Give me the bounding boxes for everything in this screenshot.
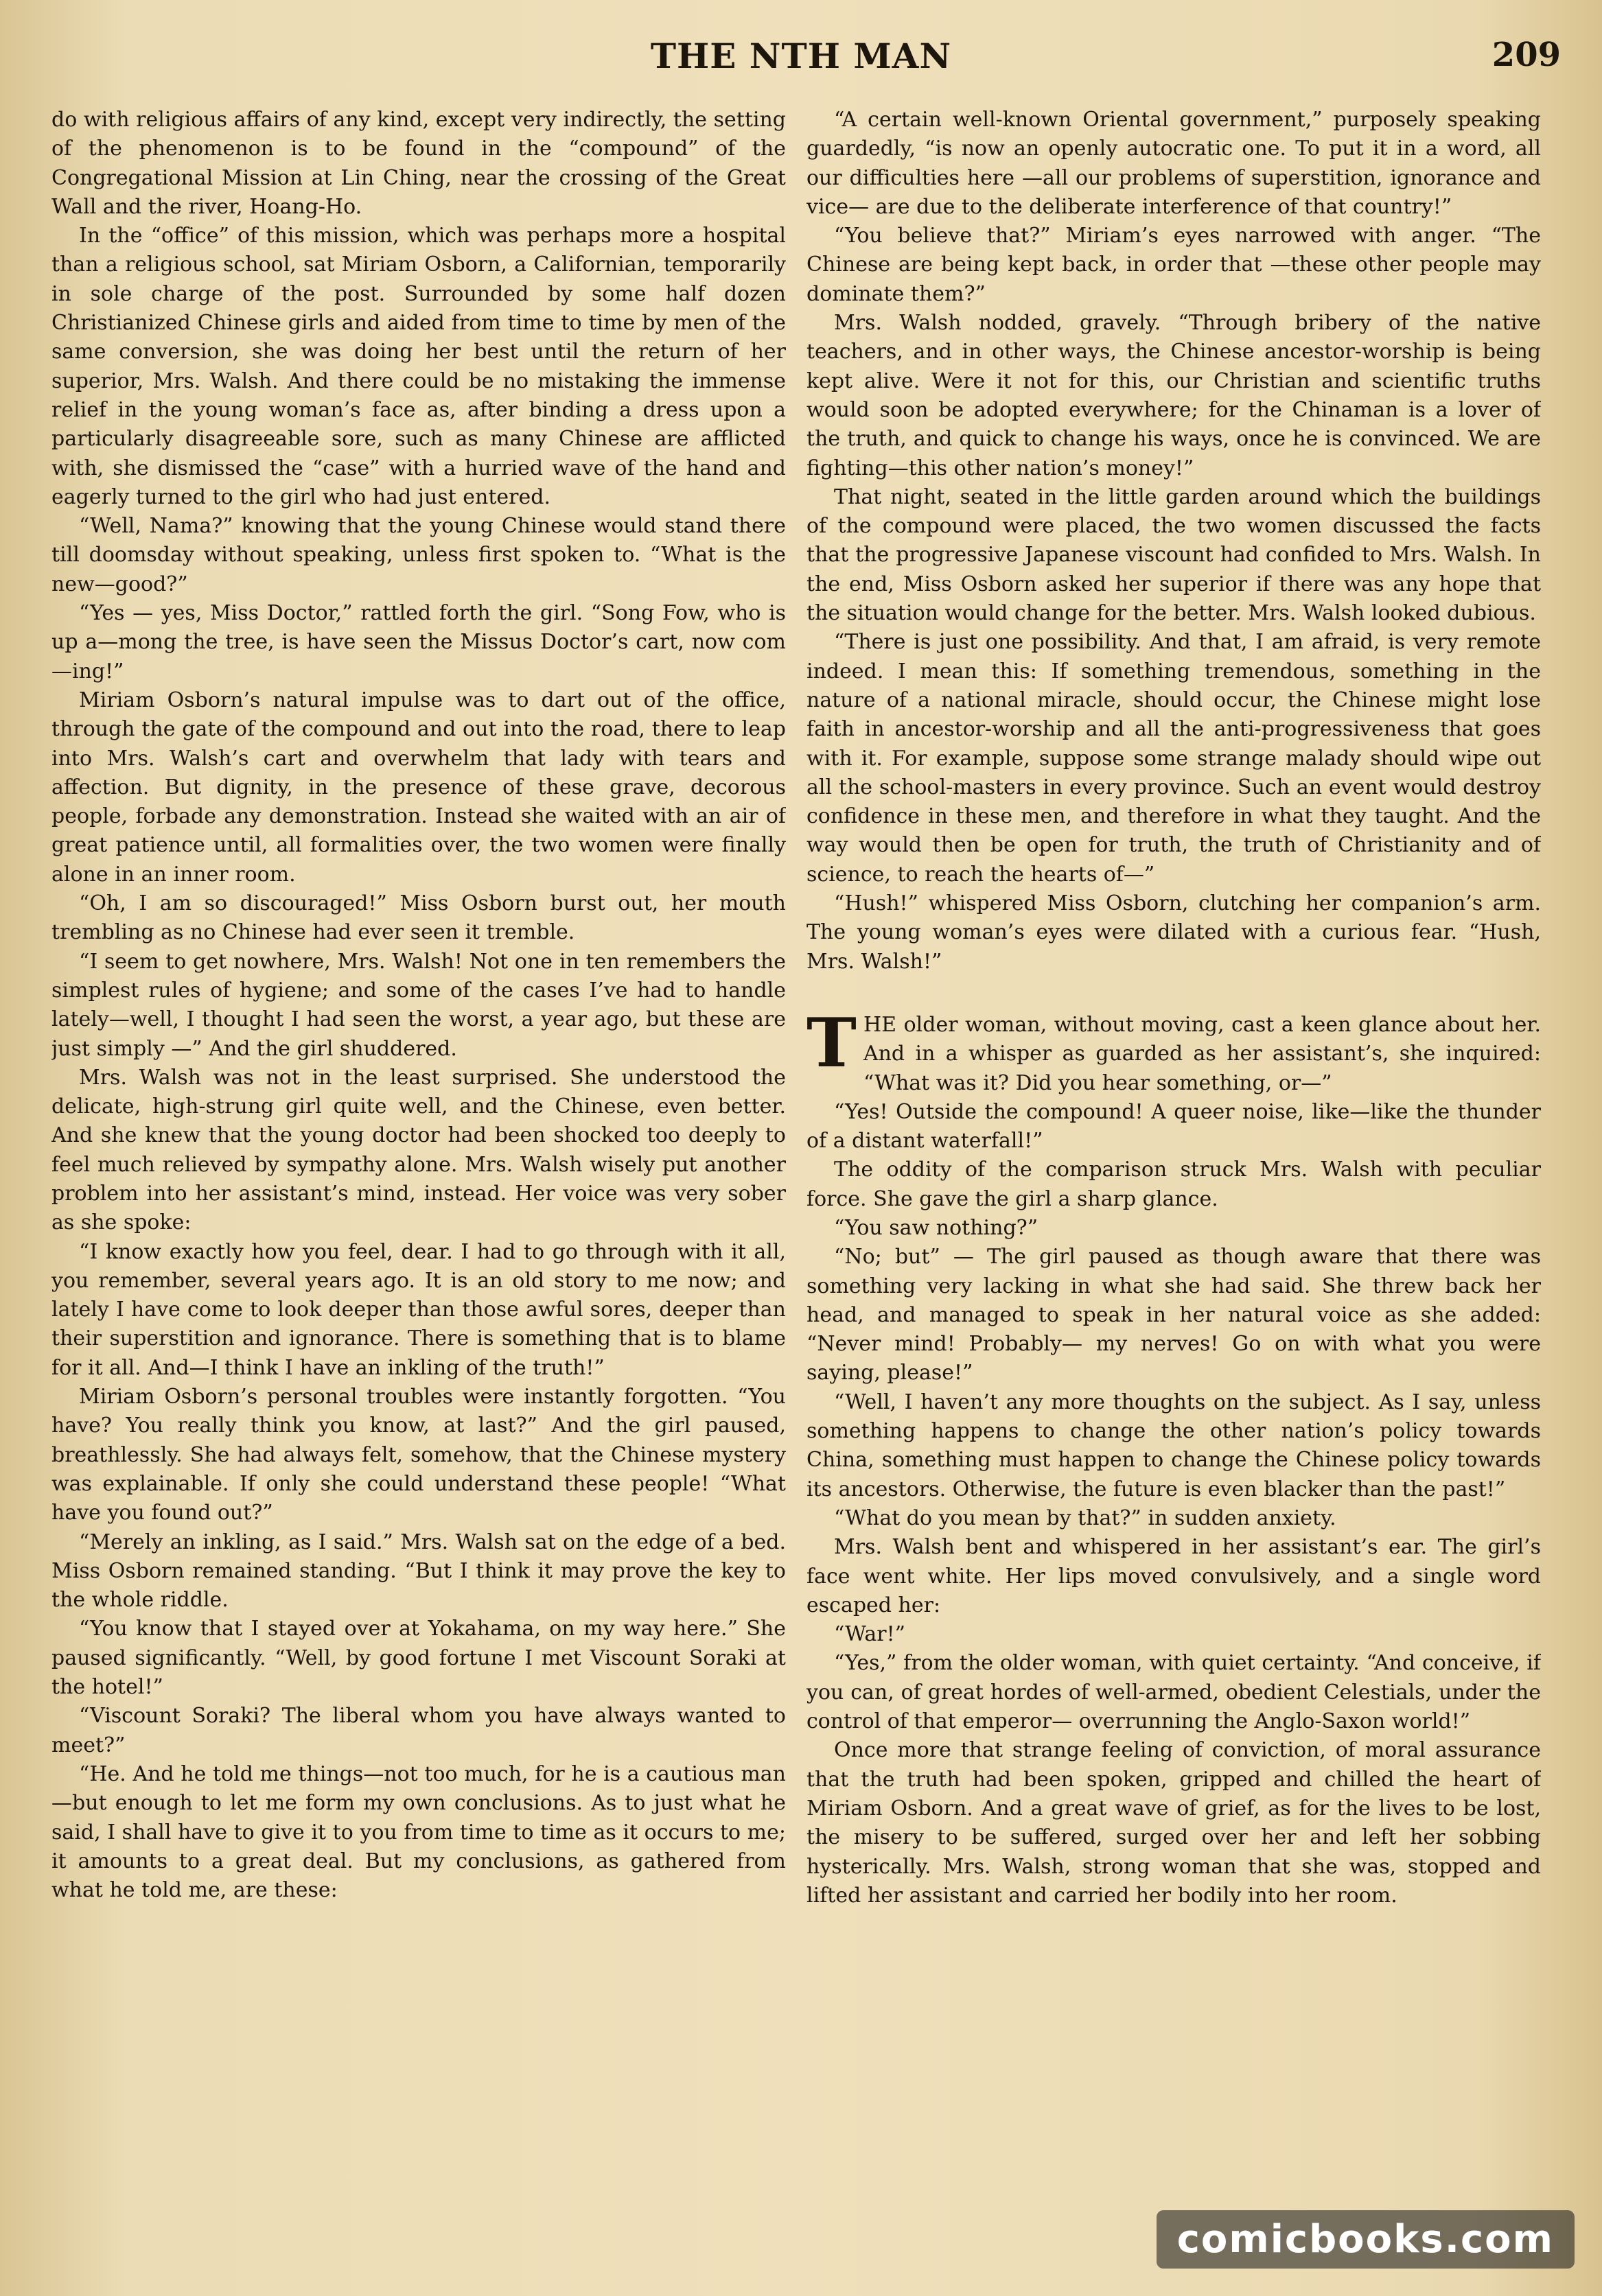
drop-cap: T (806, 1003, 857, 1083)
paragraph: “You saw nothing?” (834, 1215, 1038, 1240)
paragraph: “There is just one possibility. And that, I am afraid, is very remote indeed. I mean this: If something tremendous, something in the nature of a national miracle, should occur, the Chinese might lose faith in ancestor-worship and all the anti-progressiveness that goes with it. For example, suppose some strange malady should wipe out all the school-masters in every province. Such an event would destroy confidence in these men, and therefore in what they taught. And the way would then be open for truth, the truth of Christianity and of science, to reach the hearts of—” (806, 630, 1541, 887)
paragraph: “Yes — yes, Miss Doctor,” rattled forth the girl. “Song Fow, who is up a—mong the tree, is have seen the Missus Doctor’s cart, now com—ing!” (51, 601, 786, 683)
paragraph: “Well, I haven’t any more thoughts on the subject. As I say, unless something happens to change the other nation’s policy towards China, something must happen to change the Chinese policy towards its ancestors. Otherwise, the future is even blacker than the past!” (806, 1390, 1541, 1501)
page-number: 209 (1491, 36, 1561, 74)
paragraph: That night, seated in the little garden around which the buildings of the compound were placed, the two women discussed the facts that the progressive Japanese viscount had confided to Mrs. Walsh. In the end, Miss Osborn asked her superior if there was any hope that the situation would change for the better. Mrs. Walsh looked dubious. (806, 484, 1541, 626)
paragraph: Mrs. Walsh bent and whispered in her assistant’s ear. The girl’s face went white. Her lips moved convulsively, and a single word escaped her: (806, 1535, 1541, 1617)
dropcap-paragraph (806, 1003, 1541, 1098)
paragraph: “Viscount Soraki? The liberal whom you have always wanted to meet?” (51, 1704, 786, 1757)
paragraph: “Well, Nama?” knowing that the young Chinese would stand there till doomsday without speaking, unless first spoken to. “What is the new—good?” (51, 514, 786, 596)
paragraph: Once more that strange feeling of conviction, of moral assurance that the truth had been spoken, gripped and chilled the heart of Miriam Osborn. And a great wave of grief, as for the lives to be lost, the misery to be suffered, surged over her and left her sobbing hysterically. Mrs. Walsh, strong woman that she was, stopped and lifted her assistant and carried her bodily into her room. (806, 1738, 1541, 1908)
page-header (41, 36, 1561, 91)
paragraph: “War!” (834, 1622, 906, 1647)
running-title: THE NTH MAN (650, 36, 952, 76)
right-column (806, 106, 1541, 2219)
paragraph: “I seem to get nowhere, Mrs. Walsh! Not one in ten remembers the simplest rules of hygiene; and some of the cases I’ve had to handle lately—well, I thought I had seen the worst, a year ago, but these are just simply —” And the girl shuddered. (51, 949, 786, 1061)
section-break (806, 976, 1541, 1011)
paragraph: “A certain well-known Oriental government,” purposely speaking guardedly, “is now an openly autocratic one. To put it in a word, all our difficulties here —all our problems of superstition, ignorance and vice— are due to the deliberate interference of that country!” (806, 108, 1541, 219)
paragraph: “What do you mean by that?” in sudden anxiety. (834, 1506, 1336, 1530)
left-column (51, 106, 786, 2219)
paragraph: “Merely an inkling, as I said.” Mrs. Walsh sat on the edge of a bed. Miss Osborn remained standing. “But I think it may prove the key to the whole riddle. (51, 1530, 786, 1613)
paragraph: Miriam Osborn’s personal troubles were instantly forgotten. “You have? You really think you know, at last?” And the girl paused, breathlessly. She had always felt, somehow, that the Chinese mystery was explainable. If only she could understand these people! “What have you found out?” (51, 1385, 786, 1525)
paragraph: “Yes! Outside the compound! A queer noise, like—like the thunder of a distant waterfall!” (806, 1099, 1541, 1153)
paragraph: “He. And he told me things—not too much, for he is a cautious man—but enough to let me form my own conclusions. As to just what he said, I shall have to give it to you from time to time as it occurs to me; it amounts to a great deal. But my conclusions, as gathered from what he told me, are these: (51, 1761, 786, 1903)
paragraph: Mrs. Walsh was not in the least surprised. She understood the delicate, high-strung girl quite well, and the Chinese, even better. And she knew that the young doctor had been shocked too deeply to feel much relieved by sympathy alone. Mrs. Walsh wisely put another problem into her assistant’s mind, instead. Her voice was very sober as she spoke: (51, 1065, 786, 1235)
paragraph: Miriam Osborn’s natural impulse was to dart out of the office, through the gate of the compound and out into the road, there to leap into Mrs. Walsh’s cart and overwhelm that lady with tears and affection. But dignity, in the presence of these grave, decorous people, forbade any demonstration. Instead she waited with an air of great patience until, all formalities over, the two women were finally alone in an inner room. (51, 688, 786, 887)
paragraph: The oddity of the comparison struck Mrs. Walsh with peculiar force. She gave the girl a sharp glance. (806, 1158, 1541, 1211)
paragraph: “No; but” — The girl paused as though aware that there was something very lacking in what she had said. She threw back her head, and managed to speak in her natural voice as she added: “Never mind! Probably— my nerves! Go on with what you were saying, please!” (806, 1245, 1541, 1385)
dropcap-paragraph-text: HE older woman, without moving, cast a keen glance about her. And in a whisper as guarded as her assistant’s, she inquired: “What was it? Did you hear something, or—” (863, 1012, 1541, 1095)
paragraph: “Oh, I am so discouraged!” Miss Osborn burst out, her mouth trembling as no Chinese had ever seen it tremble. (51, 891, 786, 945)
paragraph: In the “office” of this mission, which was perhaps more a hospital than a religious school, sat Miriam Osborn, a Californian, temporarily in sole charge of the post. Surrounded by some half dozen Christianized Chinese girls and aided from time to time by men of the same conversion, she was doing her best until the return of her superior, Mrs. Walsh. And there could be no mistaking the immense relief in the young woman’s face as, after binding a dress upon a particularly disagreeable sore, such as many Chinese are afflicted with, she dismissed the “case” with a hurried wave of the hand and eagerly turned to the girl who had just entered. (51, 224, 786, 509)
paragraph: Mrs. Walsh nodded, gravely. “Through bribery of the native teachers, and in other ways, the Chinese ancestor-worship is being kept alive. Were it not for this, our Christian and scientific truths would soon be adopted everywhere; for the Chinaman is a lover of the truth, and quick to change his ways, once he is convinced. We are fighting—this other nation’s money!” (806, 311, 1541, 480)
paragraph: “Yes,” from the older woman, with quiet certainty. “And conceive, if you can, of great hordes of well-armed, obedient Celestials, under the control of that emperor— overrunning the Anglo-Saxon world!” (806, 1651, 1541, 1734)
paragraph: “I know exactly how you feel, dear. I had to go through with it all, you remember, several years ago. It is an old story to me now; and lately I have come to look deeper than those awful sores, deeper than their superstition and ignorance. There is something that is to blame for it all. And—I think I have an inkling of the truth!” (51, 1239, 786, 1380)
paragraph: “Hush!” whispered Miss Osborn, clutching her companion’s arm. The young woman’s eyes were dilated with a curious fear. “Hush, Mrs. Walsh!” (806, 891, 1541, 974)
paragraph: “You believe that?” Miriam’s eyes narrowed with anger. “The Chinese are being kept back, in order that —these other people may dominate them?” (806, 224, 1541, 306)
text-columns (51, 106, 1541, 2219)
site-watermark: comicbooks.com (1157, 2210, 1575, 2269)
paragraph: “You know that I stayed over at Yokahama, on my way here.” She paused significantly. “Well, by good fortune I met Viscount Soraki at the hotel!” (51, 1617, 786, 1700)
paragraph: do with religious affairs of any kind, except very indirectly, the setting of the phenomenon is to be found in the “compound” of the Congregational Mission at Lin Ching, near the crossing of the Great Wall and the river, Hoang-Ho. (51, 108, 786, 219)
